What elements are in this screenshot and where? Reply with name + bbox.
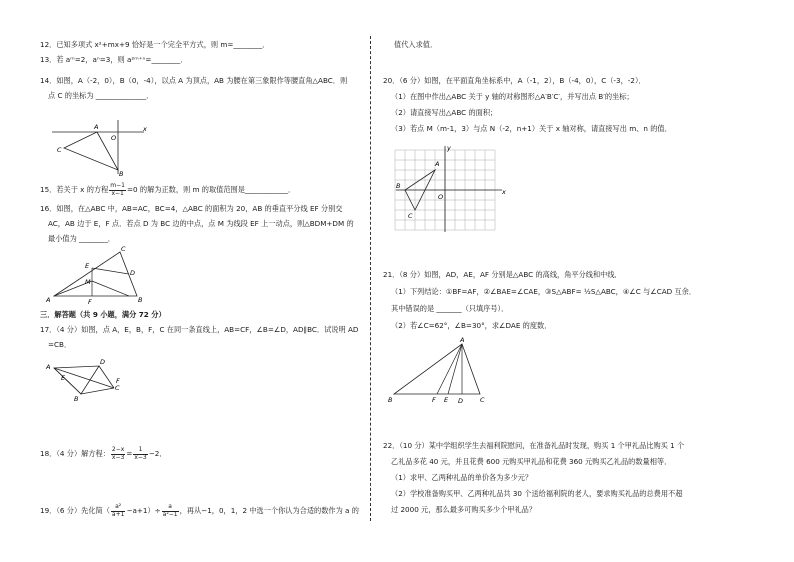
fig16-label-e: E [85, 262, 90, 270]
question-22-line3: （1）求甲、乙两种礼品的单价各为多少元？ [391, 473, 533, 482]
fig14-triangle [64, 132, 118, 170]
fig17-label-c: C [115, 384, 120, 392]
fig17-dc [99, 366, 114, 388]
fig16-label-d: D [130, 269, 136, 277]
question-21-line3: 其中错误的是 _______（只填序号）． [391, 304, 509, 313]
fig14-label-c: C [57, 146, 62, 154]
figure-14 [52, 118, 152, 178]
fig16-triangle [54, 252, 137, 296]
fig16-md [92, 281, 129, 296]
q18-frac2: $\frac{1}{x-3}$ [134, 446, 147, 461]
section-3-heading: 三．解答题（共 9 小题，满分 72 分） [40, 310, 166, 319]
fig21-triangle [394, 344, 480, 394]
fig14-label-x: x [143, 125, 147, 133]
fig17-label-d: D [100, 358, 106, 366]
fig16-label-f: F [88, 298, 92, 306]
question-22-line5: 过 2000 元，那么最多可购买多少个甲礼品？ [391, 505, 537, 514]
question-21-line2: （1）下列结论：①BF=AF，②∠BAE=∠CAE，③S△ABF= ½S△ABC，④∠C 与∠CAD 互余． [391, 287, 697, 296]
figure-20-grid [394, 144, 506, 234]
fig20-label-a: A [435, 160, 440, 168]
question-17-line2: =CB． [48, 340, 72, 349]
fig21-label-d: D [458, 397, 464, 405]
fig14-label-a: A [94, 123, 99, 131]
fig16-label-a: A [46, 296, 51, 304]
fig21-ae [448, 344, 462, 394]
fig20-label-c: C [408, 212, 413, 220]
question-19-continued: 值代入求值． [394, 40, 438, 49]
q15-post: =0 的解为正数，则 m 的取值范围是____________． [127, 185, 296, 194]
fig14-label-o: O [111, 134, 117, 142]
question-19 [40, 504, 359, 518]
question-22-line4: （2）学校准备购买甲、乙两种礼品共 30 个送给福利院的老人，要求购买礼品的总费用不超 [391, 489, 683, 498]
fig21-label-f: F [432, 396, 436, 404]
question-21-line1: 21．（8 分）如图，AD，AE，AF 分别是△ABC 的高线，角平分线和中线． [383, 270, 622, 279]
fig17-label-b: B [74, 395, 79, 403]
question-22-line2: 乙礼品多花 40 元，并且花费 600 元购买甲礼品和花费 360 元购买乙礼品的数量相等． [391, 457, 672, 466]
question-13: 13．若 aᵐ=2，aⁿ=3，则 a²ᵐ⁺ⁿ=________． [40, 55, 188, 64]
question-20-line3: （2）请直接写出△ABC 的面积； [391, 108, 498, 117]
fig17-label-f: F [116, 377, 120, 385]
question-16-line2: AC，AB 边于 E，F 点．若点 D 为 BC 边的中点，点 M 为线段 EF 上一动点，则△BDM+DM 的 [48, 219, 354, 228]
q18-pre: 18．（4 分）解方程： [40, 449, 110, 458]
question-20-line1: 20．（6 分）如图，在平面直角坐标系中，A（-1，2），B（-4，0），C（-3，-2）． [383, 76, 646, 85]
q19-mid: −a+1）÷ [126, 506, 161, 515]
fig21-label-a: A [460, 336, 465, 344]
fig17-label-a: A [46, 363, 51, 371]
question-20-line2: （1）在图中作出△ABC 关于 y 轴的对称图形△A′B′C′，并写出点 B′的坐标； [391, 92, 634, 101]
q18-frac1: $\frac{2-x}{x-3}$ [111, 446, 125, 461]
fig20-label-o: O [438, 193, 444, 201]
question-15 [40, 183, 295, 197]
q15-pre: 15．若关于 x 的方程 [40, 185, 109, 194]
fig16-ed [92, 268, 129, 274]
figure-17 [44, 356, 134, 406]
fig20-label-y: y [447, 144, 451, 152]
question-21-line4: （2）若∠C=62°，∠B=30°，求∠DAE 的度数． [391, 321, 552, 330]
q19-frac2: $\frac{a}{\text{a²−1}}$ [162, 503, 178, 518]
fig16-label-b: B [138, 296, 143, 304]
question-14-line2: 点 C 的坐标为 ______________． [48, 91, 154, 100]
fig20-label-x: x [502, 188, 506, 196]
fig21-label-e: E [444, 396, 449, 404]
q18-eq: = [126, 449, 133, 458]
question-20-line4: （3）若点 M（m-1，3）与点 N（-2，n+1）关于 x 轴对称，请直接写出 m、n 的值． [391, 124, 672, 133]
question-12: 12．已知多项式 x²+mx+9 恰好是一个完全平方式，则 m=________． [40, 40, 270, 49]
fig21-label-c: C [480, 396, 485, 404]
question-14-line1: 14．如图，A（-2，0），B（0，-4），以点 A 为顶点，AB 为腰在第三象限作等腰直角△ABC．则 [40, 76, 348, 85]
q19-frac1: $\frac{\text{a²}}{a+1}$ [111, 503, 125, 518]
question-17-line1: 17．（4 分）如图，点 A，E，B，F，C 在同一条直线上，AB=CF，∠B=∠D，AD∥BC．试说明 AD [40, 325, 359, 334]
fig17-label-e: E [61, 374, 66, 382]
figure-21 [386, 336, 496, 408]
fig16-label-c: C [121, 245, 126, 253]
fig16-label-m: M [85, 278, 91, 286]
q15-fraction: $\frac{m-1}{x-1}$ [110, 182, 125, 197]
question-18 [40, 447, 167, 461]
fig20-label-b: B [396, 182, 401, 190]
q18-post: −2． [148, 449, 167, 458]
question-16-line1: 16．如图，在△ABC 中，AB=AC，BC=4，△ABC 的面积为 20，AB 的垂直平分线 EF 分别交 [40, 204, 343, 213]
q19-post: ，再从−1，0，1，2 中选一个你认为合适的数作为 a 的 [179, 506, 359, 515]
figure-16 [44, 246, 144, 306]
column-divider [370, 36, 371, 521]
fig21-af [437, 344, 462, 394]
fig21-label-b: B [388, 396, 393, 404]
q19-pre: 19．（6 分）先化简（ [40, 506, 110, 515]
question-16-line3: 最小值为 ________． [48, 234, 115, 243]
question-22-line1: 22．（10 分）某中学组织学生去福利院慰问，在准备礼品时发现，购买 1 个甲礼品比购买 1 个 [383, 441, 685, 450]
fig14-label-b: B [119, 170, 124, 178]
